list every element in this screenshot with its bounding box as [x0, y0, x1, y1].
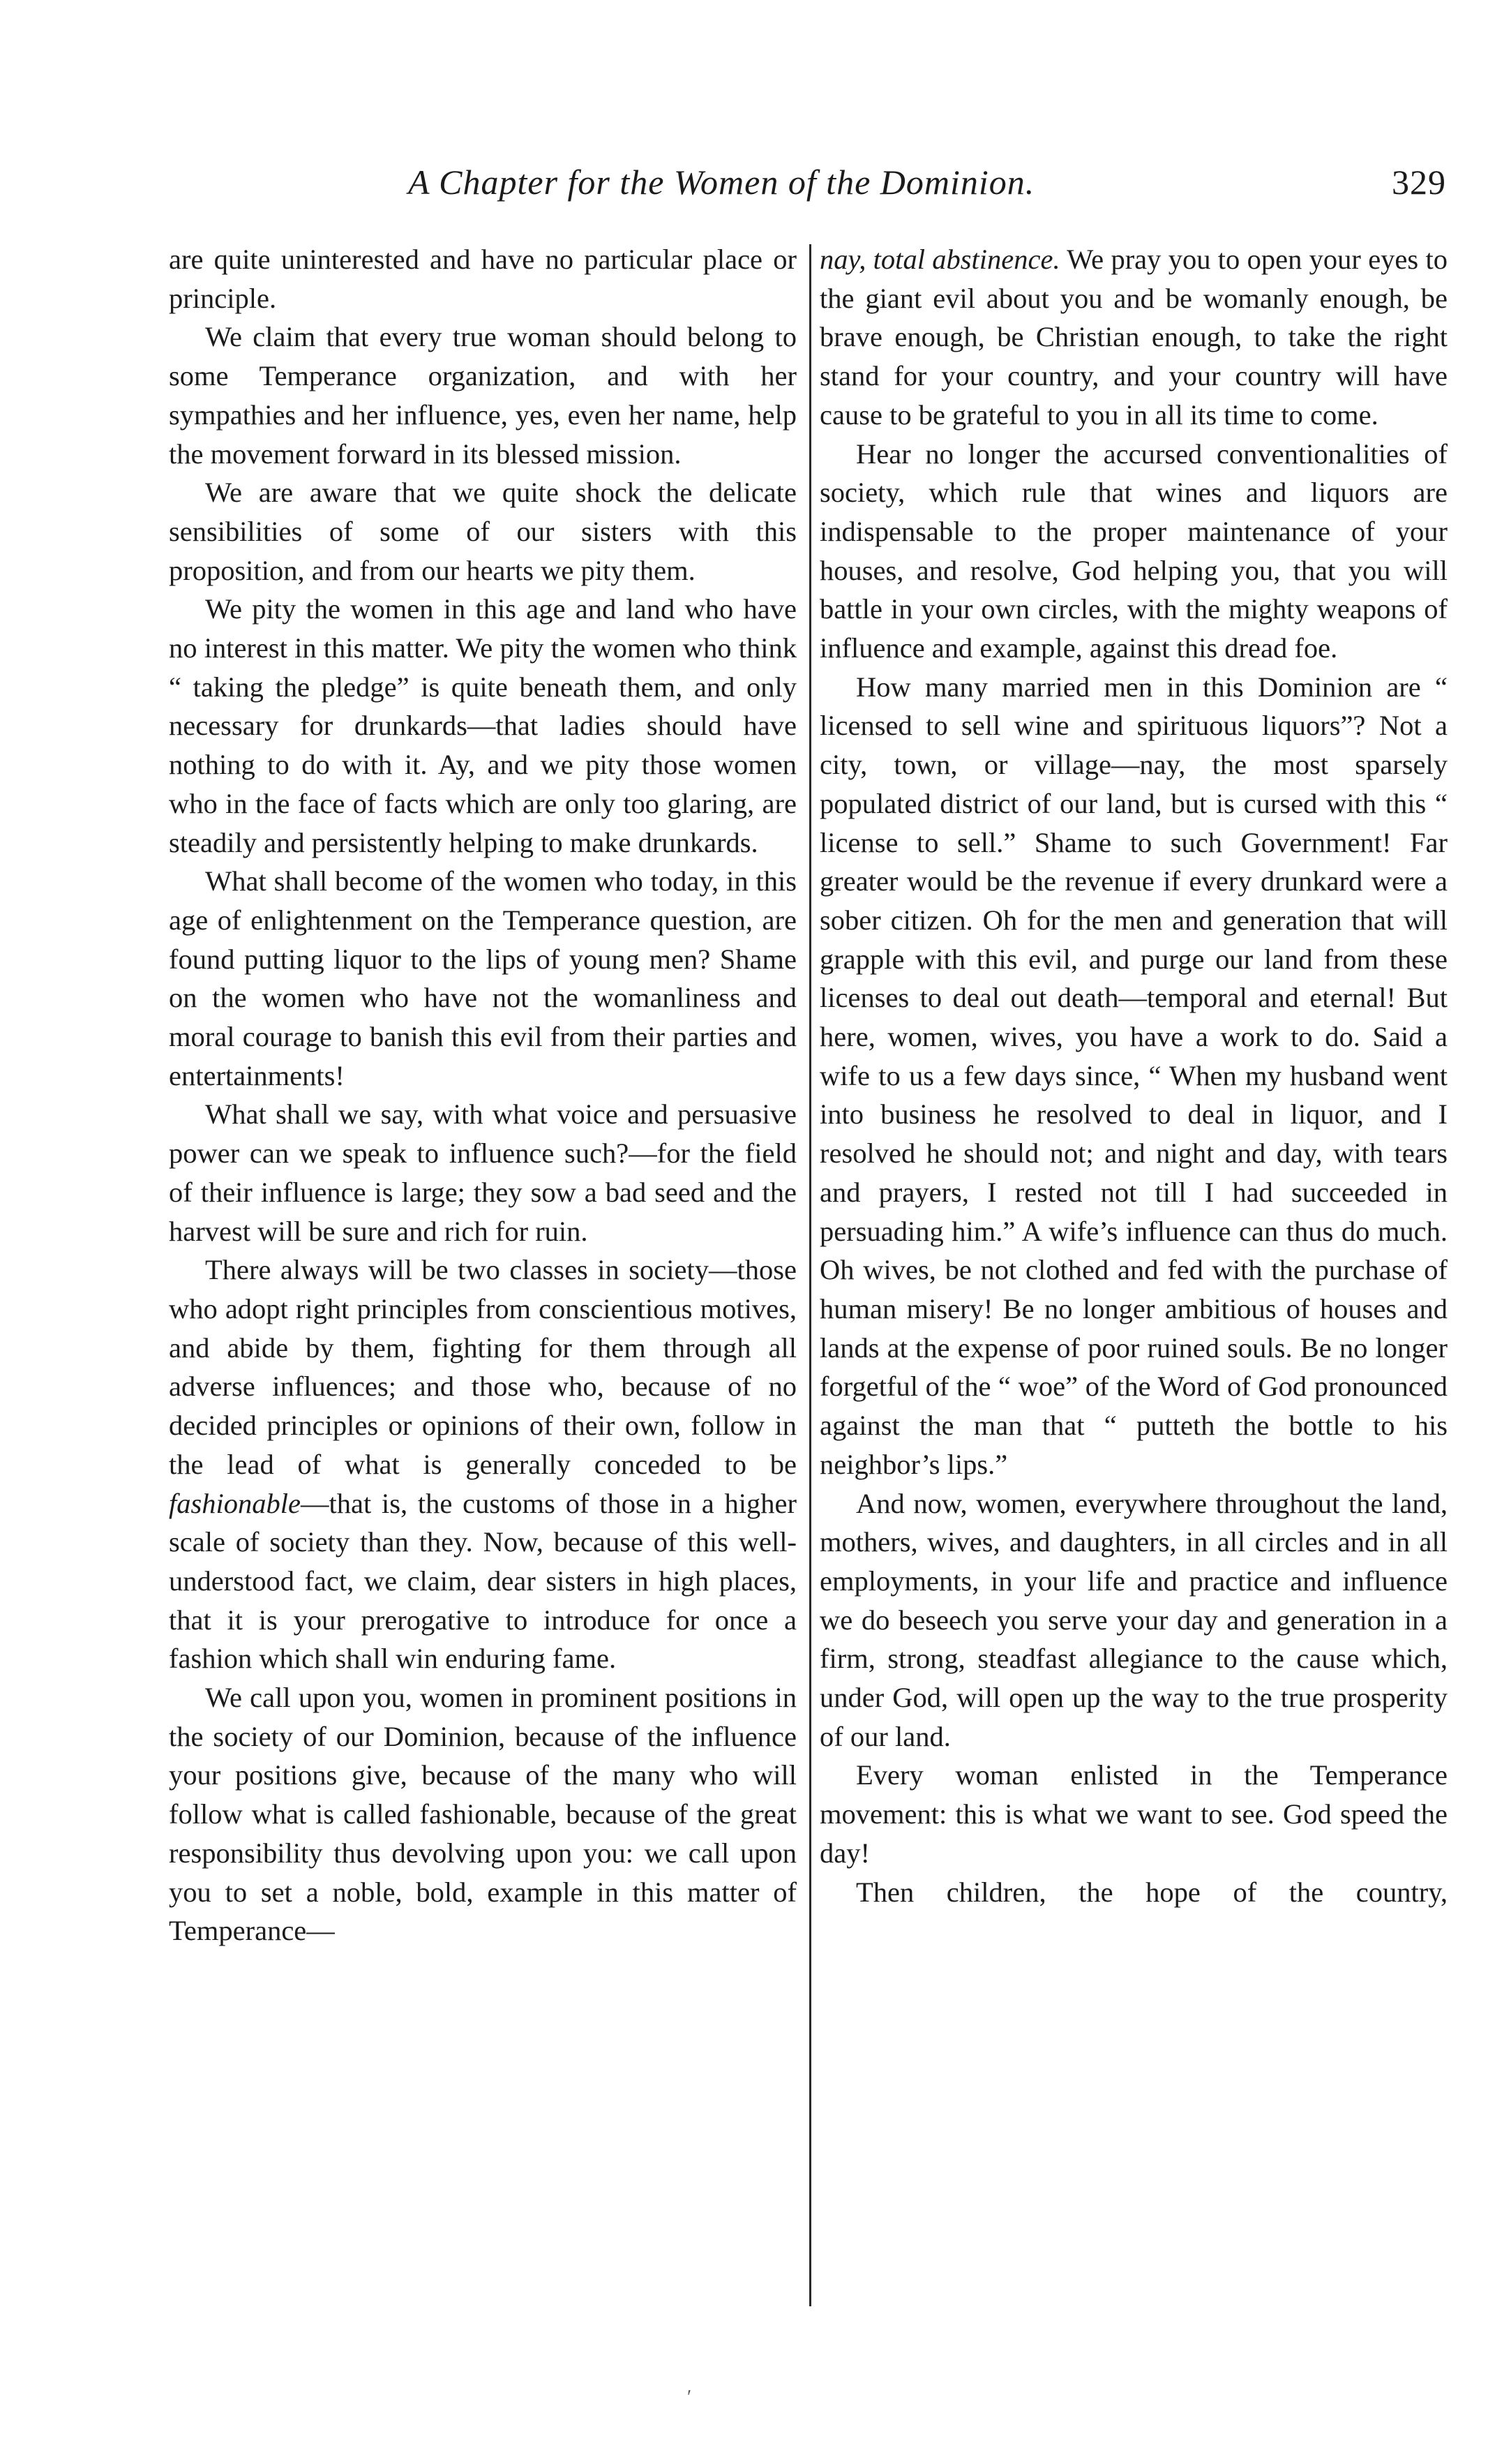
right-paragraph-4: And now, women, everywhere throughout the land, mothers, wives, and daughters, in all circles and in all employments, in your life and practice and influence we do beseech you serve your day and generation in a firm, strong, steadfast allegiance to the cause which, under God, will open up the way to the true prosperity of our land.: [820, 1487, 1448, 1752]
left-paragraph-5: What shall become of the women who today, in this age of enlightenment on the Temperance question, are found putting liquor to the lips of young men? Shame on the women who have not the womanliness and moral courage to banish this evil from their parties and entertainments!: [169, 865, 797, 1091]
running-head: [408, 162, 1446, 218]
column-divider: [809, 244, 811, 2306]
right-paragraph-2: Hear no longer the accursed conventionalities of society, which rule that wines and liquors are indispensable to the proper maintenance of your houses, and resolve, God helping you, that you will battle in your own circles, with the mighty weapons of influence and example, against this dread foe.: [820, 438, 1448, 664]
left-paragraph-1: are quite uninterested and have no particular place or principle.: [169, 244, 797, 314]
left-column: [169, 240, 797, 1950]
right-paragraph-1-rest: We pray you to open your eyes to the giant evil about you and be womanly enough, be brave enough, be Christian enough, to take the right stand for your country, and your country will have cause to be grateful to you in all its time to come.: [820, 244, 1448, 431]
left-paragraph-3: We are aware that we quite shock the delicate sensibilities of some of our sisters with this proposition, and from our hearts we pity them.: [169, 477, 797, 586]
right-column: [820, 240, 1448, 1911]
right-paragraph-1: [820, 240, 1448, 435]
right-paragraph-3: How many married men in this Dominion are “ licensed to sell wine and spirituous liquors”? Not a city, town, or village—nay, the most sparsely populated district of our land, but is cursed with this “ license to sell.” Shame to such Government! Far greater would be the revenue if every drunkard were a sober citizen. Oh for the men and generation that will grapple with this evil, and purge our land from these licenses to deal out death—temporal and eternal! But here, women, wives, you have a work to do. Said a wife to us a few days since, “ When my husband went into business he resolved to deal in liquor, and I resolved he should not; and night and day, with tears and prayers, I rested not till I had succeeded in persuading him.” A wife’s influence can thus do much. Oh wives, be not clothed and fed with the purchase of human misery! Be no longer ambitious of houses and lands at the expense of poor ruined souls. Be no longer forgetful of the “ woe” of the Word of God pronounced against the man that “ putteth the bottle to his neighbor’s lips.”: [820, 671, 1448, 1480]
left-paragraph-4: We pity the women in this age and land who have no interest in this matter. We pity the women who think “ taking the pledge” is quite beneath them, and only necessary for drunkards—that ladies should have nothing to do with it. Ay, and we pity those women who in the face of facts which are only too glaring, are steadily and persistently helping to make drunkards.: [169, 593, 797, 858]
right-paragraph-6: Then children, the hope of the country,: [856, 1876, 1448, 1908]
left-paragraph-6: What shall we say, with what voice and persuasive power can we speak to influence such?—for the field of their influence is large; they sow a bad seed and the harvest will be sure and rich for ruin.: [169, 1098, 797, 1247]
left-paragraph-7-part-b: —that is, the customs of those in a higher scale of society than they. Now, because of this well-understood fact, we claim, dear sisters in high places, that it is your prerogative to introduce for once a fashion which shall win enduring fame.: [169, 1487, 797, 1675]
italic-word-fashionable: fashionable: [169, 1487, 301, 1519]
left-paragraph-7: [169, 1250, 797, 1678]
italic-phrase-total-abstinence: nay, total abstinence.: [820, 244, 1060, 275]
left-paragraph-7-part-a: There always will be two classes in society—those who adopt right principles from conscientious motives, and abide by them, fighting for them through all adverse influences; and those who, because of no decided principles or opinions of their own, follow in the lead of what is generally conceded to be: [169, 1254, 797, 1480]
printers-mark: ʹ: [687, 2387, 692, 2408]
right-paragraph-5: Every woman enlisted in the Temperance movement: this is what we want to see. God speed the day!: [820, 1759, 1448, 1869]
running-title: A Chapter for the Women of the Dominion.: [408, 163, 1035, 202]
left-paragraph-2: We claim that every true woman should belong to some Temperance organization, and with her sympathies and her influence, yes, even her name, help the movement forward in its blessed mission.: [169, 321, 797, 470]
page-number: 329: [1392, 163, 1446, 202]
left-paragraph-8: We call upon you, women in prominent positions in the society of our Dominion, because of the influence your positions give, because of the many who will follow what is called fashionable, because of the great responsibility thus devolving upon you: we call upon you to set a noble, bold, example in this matter of Temperance—: [169, 1682, 797, 1947]
